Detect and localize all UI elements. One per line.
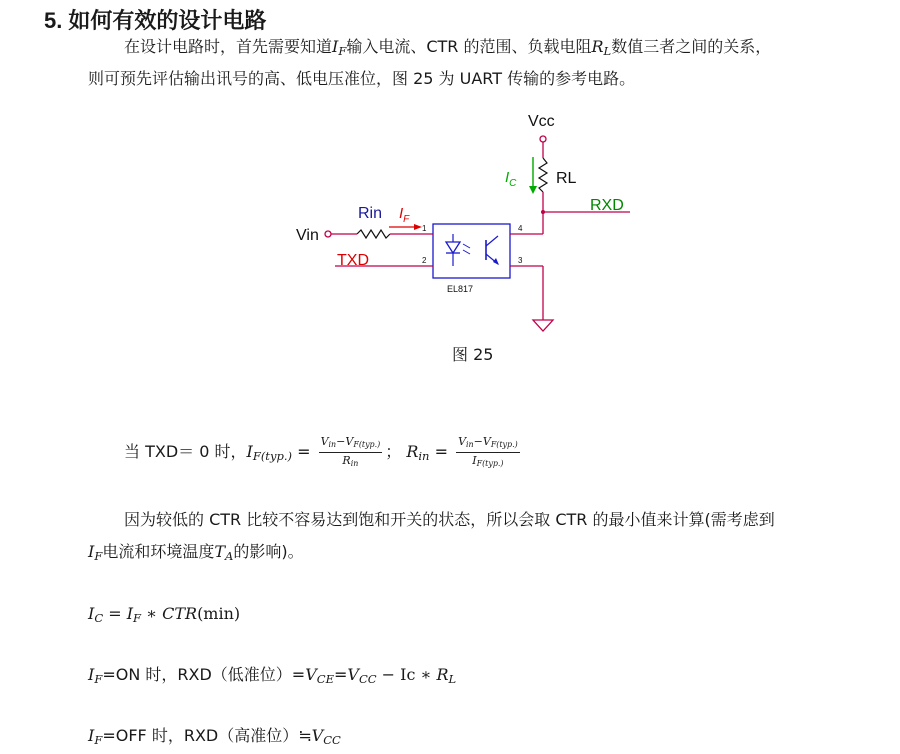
ic-arrow-head (529, 186, 537, 194)
el817-package (433, 224, 510, 278)
section-heading (44, 4, 266, 35)
if-typ-fraction: $\frac{V_{in}-V_{F(typ.)}}{R_{in}}$ (320, 435, 381, 468)
rin-fraction: $\frac{V_{in}-V_{F(typ.)}}{I_{F(typ.)}}$ (458, 435, 518, 468)
ground-symbol (533, 320, 553, 331)
if-arrow-head (414, 224, 422, 230)
light-ray-2 (463, 250, 470, 254)
vin-label: Vin (296, 227, 319, 244)
vin-terminal (325, 231, 331, 237)
section-number: 5. (44, 8, 63, 33)
section-title: 如何有效的设计电路 (68, 9, 267, 34)
figure-caption: 图 25 (452, 345, 494, 364)
rin-label: Rin (358, 205, 383, 222)
rxd-junction (541, 210, 545, 214)
rl-resistor (539, 158, 547, 192)
txd-label: TXD (337, 252, 369, 269)
equation-if-off: $I_F=OFF$ 时，RXD（高准位）$≒V_{CC}$ (88, 726, 341, 747)
rxd-label: RXD (590, 197, 624, 214)
if-label: $I_F$ (399, 205, 410, 225)
intro-line-1: 在设计电路时，首先需要知道$I_F$输入电流、CTR 的范围、负载电阻$R_L$数值三者之间的关系， (124, 37, 772, 58)
rin-resistor (357, 230, 390, 238)
transistor-collector (486, 236, 498, 246)
intro-line-2: 则可预先评估输出讯号的高、低电压准位，图 25 为 UART 传输的参考电路。 (88, 69, 636, 88)
led-diode (446, 242, 460, 253)
pin3-label: 3 (518, 256, 523, 265)
pin1-label: 1 (422, 224, 427, 233)
para2-line-1: 因为较低的 CTR 比较不容易达到饱和开关的状态，所以会取 CTR 的最小值来计算(需考虑到 (124, 510, 775, 529)
vcc-label: Vcc (528, 113, 555, 130)
figure-25-circuit (280, 105, 640, 345)
light-ray-1 (463, 244, 470, 248)
formula-txd-zero: 当 TXD＝ 0 时，$I_{F(typ.)}$ = $\frac{V_{in}-V_{F(typ.)}}{R_{in}}$ ； $R_{in}$ = $\frac{V_{in}-V_{F(typ.)}}{I_{F(typ.)}}$ (124, 434, 523, 474)
emitter-arrow (493, 258, 499, 265)
pin2-label: 2 (422, 256, 427, 265)
vcc-terminal (540, 136, 546, 142)
ic-label: $I_C$ (505, 169, 517, 189)
rl-label: RL (556, 170, 577, 187)
equation-if-on: $I_F=ON$ 时，RXD（低准位）$=V_{CE}=V_{CC} - Ic$ ∗ $R_L$ (88, 665, 457, 686)
equation-ic: $I_C = I_F$ ∗ CTR(min) (88, 604, 241, 625)
pin4-label: 4 (518, 224, 523, 233)
chip-label: EL817 (447, 284, 474, 294)
para2-line-2: $I_F$电流和环境温度$T_A$的影响)。 (88, 542, 304, 563)
